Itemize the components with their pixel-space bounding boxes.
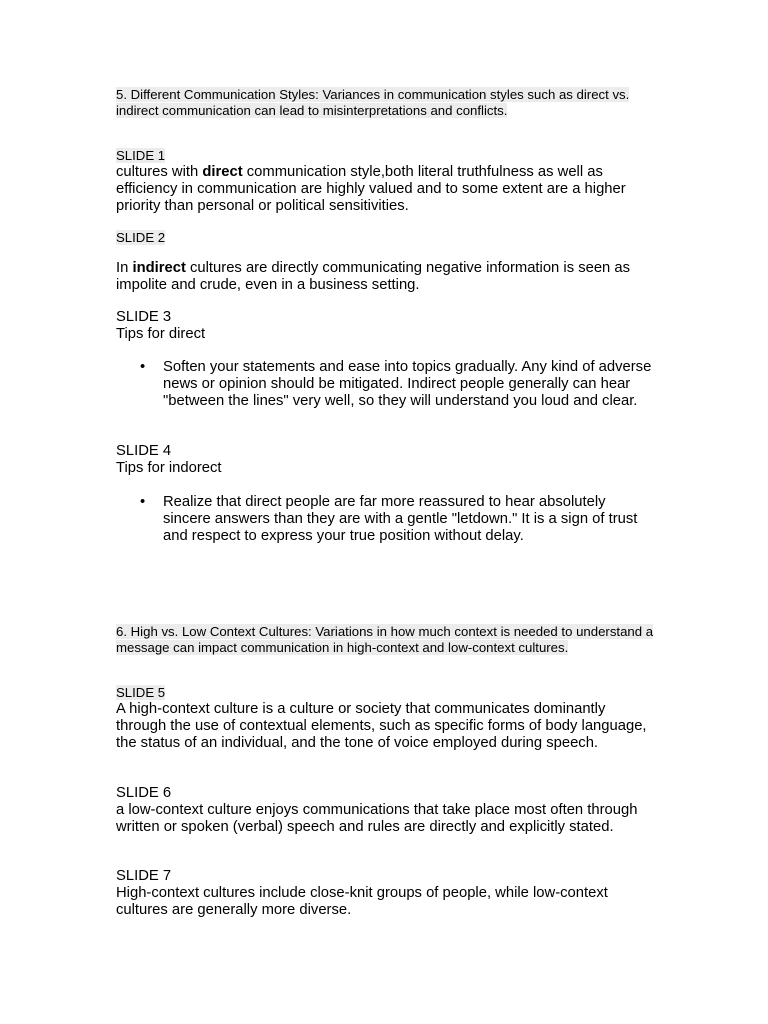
slide-3-bullet-text: Soften your statements and ease into topics gradually. Any kind of adverse news or opinion should be mitigated. Indirect people generally can hear "between the lines" very well, so they will understand you loud and clear. bbox=[163, 359, 652, 409]
slide-5-label: SLIDE 5 bbox=[116, 685, 166, 700]
section-6-heading bbox=[116, 624, 656, 655]
slide-2-text: In indirect cultures are directly communicating negative information is seen as impolite and crude, even in a business setting. bbox=[116, 260, 631, 293]
indirect-keyword: indirect bbox=[132, 260, 186, 276]
slide-3-label: SLIDE 3 bbox=[116, 309, 172, 325]
slide-1-text: cultures with direct communication style,both literal truthfulness as well as efficiency in communication are highly valued and to some extent are a higher priority than personal or political sensitivities. bbox=[116, 164, 626, 214]
slide-4-subtitle: Tips for indorect bbox=[116, 460, 222, 476]
slide-6-text: a low-context culture enjoys communications that take place most often through written or spoken (verbal) speech and rules are directly and explicitly stated. bbox=[116, 802, 638, 835]
slide-6-label: SLIDE 6 bbox=[116, 785, 172, 801]
bullet-icon: • bbox=[140, 494, 146, 510]
slide-4-bullet-text: Realize that direct people are far more reassured to hear absolutely sincere answers than they are with a gentle "letdown." It is a sign of trust and respect to express your true position without delay. bbox=[163, 494, 638, 544]
slide-5-text: A high-context culture is a culture or society that communicates dominantly through the use of contextual elements, such as specific forms of body language, the status of an individual, and the tone of voice employed during speech. bbox=[116, 701, 647, 751]
slide-1-label: SLIDE 1 bbox=[116, 148, 166, 163]
slide-7-text: High-context cultures include close-knit groups of people, while low-context cultures are generally more diverse. bbox=[116, 885, 608, 918]
direct-keyword: direct bbox=[202, 164, 243, 180]
bullet-icon: • bbox=[140, 359, 146, 375]
section-5-heading bbox=[116, 87, 656, 118]
slide-4-label: SLIDE 4 bbox=[116, 443, 172, 459]
section-5-heading-text: 5. Different Communication Styles: Variances in communication styles such as direct vs. indirect communication can lead to misinterpretations and conflicts. bbox=[116, 87, 630, 118]
slide-2-label: SLIDE 2 bbox=[116, 230, 166, 245]
slide-3-subtitle: Tips for direct bbox=[116, 326, 206, 342]
slide-7-label: SLIDE 7 bbox=[116, 868, 172, 884]
section-6-heading-text: 6. High vs. Low Context Cultures: Variations in how much context is needed to understand a message can impact communication in high-context and low-context cultures. bbox=[116, 624, 654, 655]
